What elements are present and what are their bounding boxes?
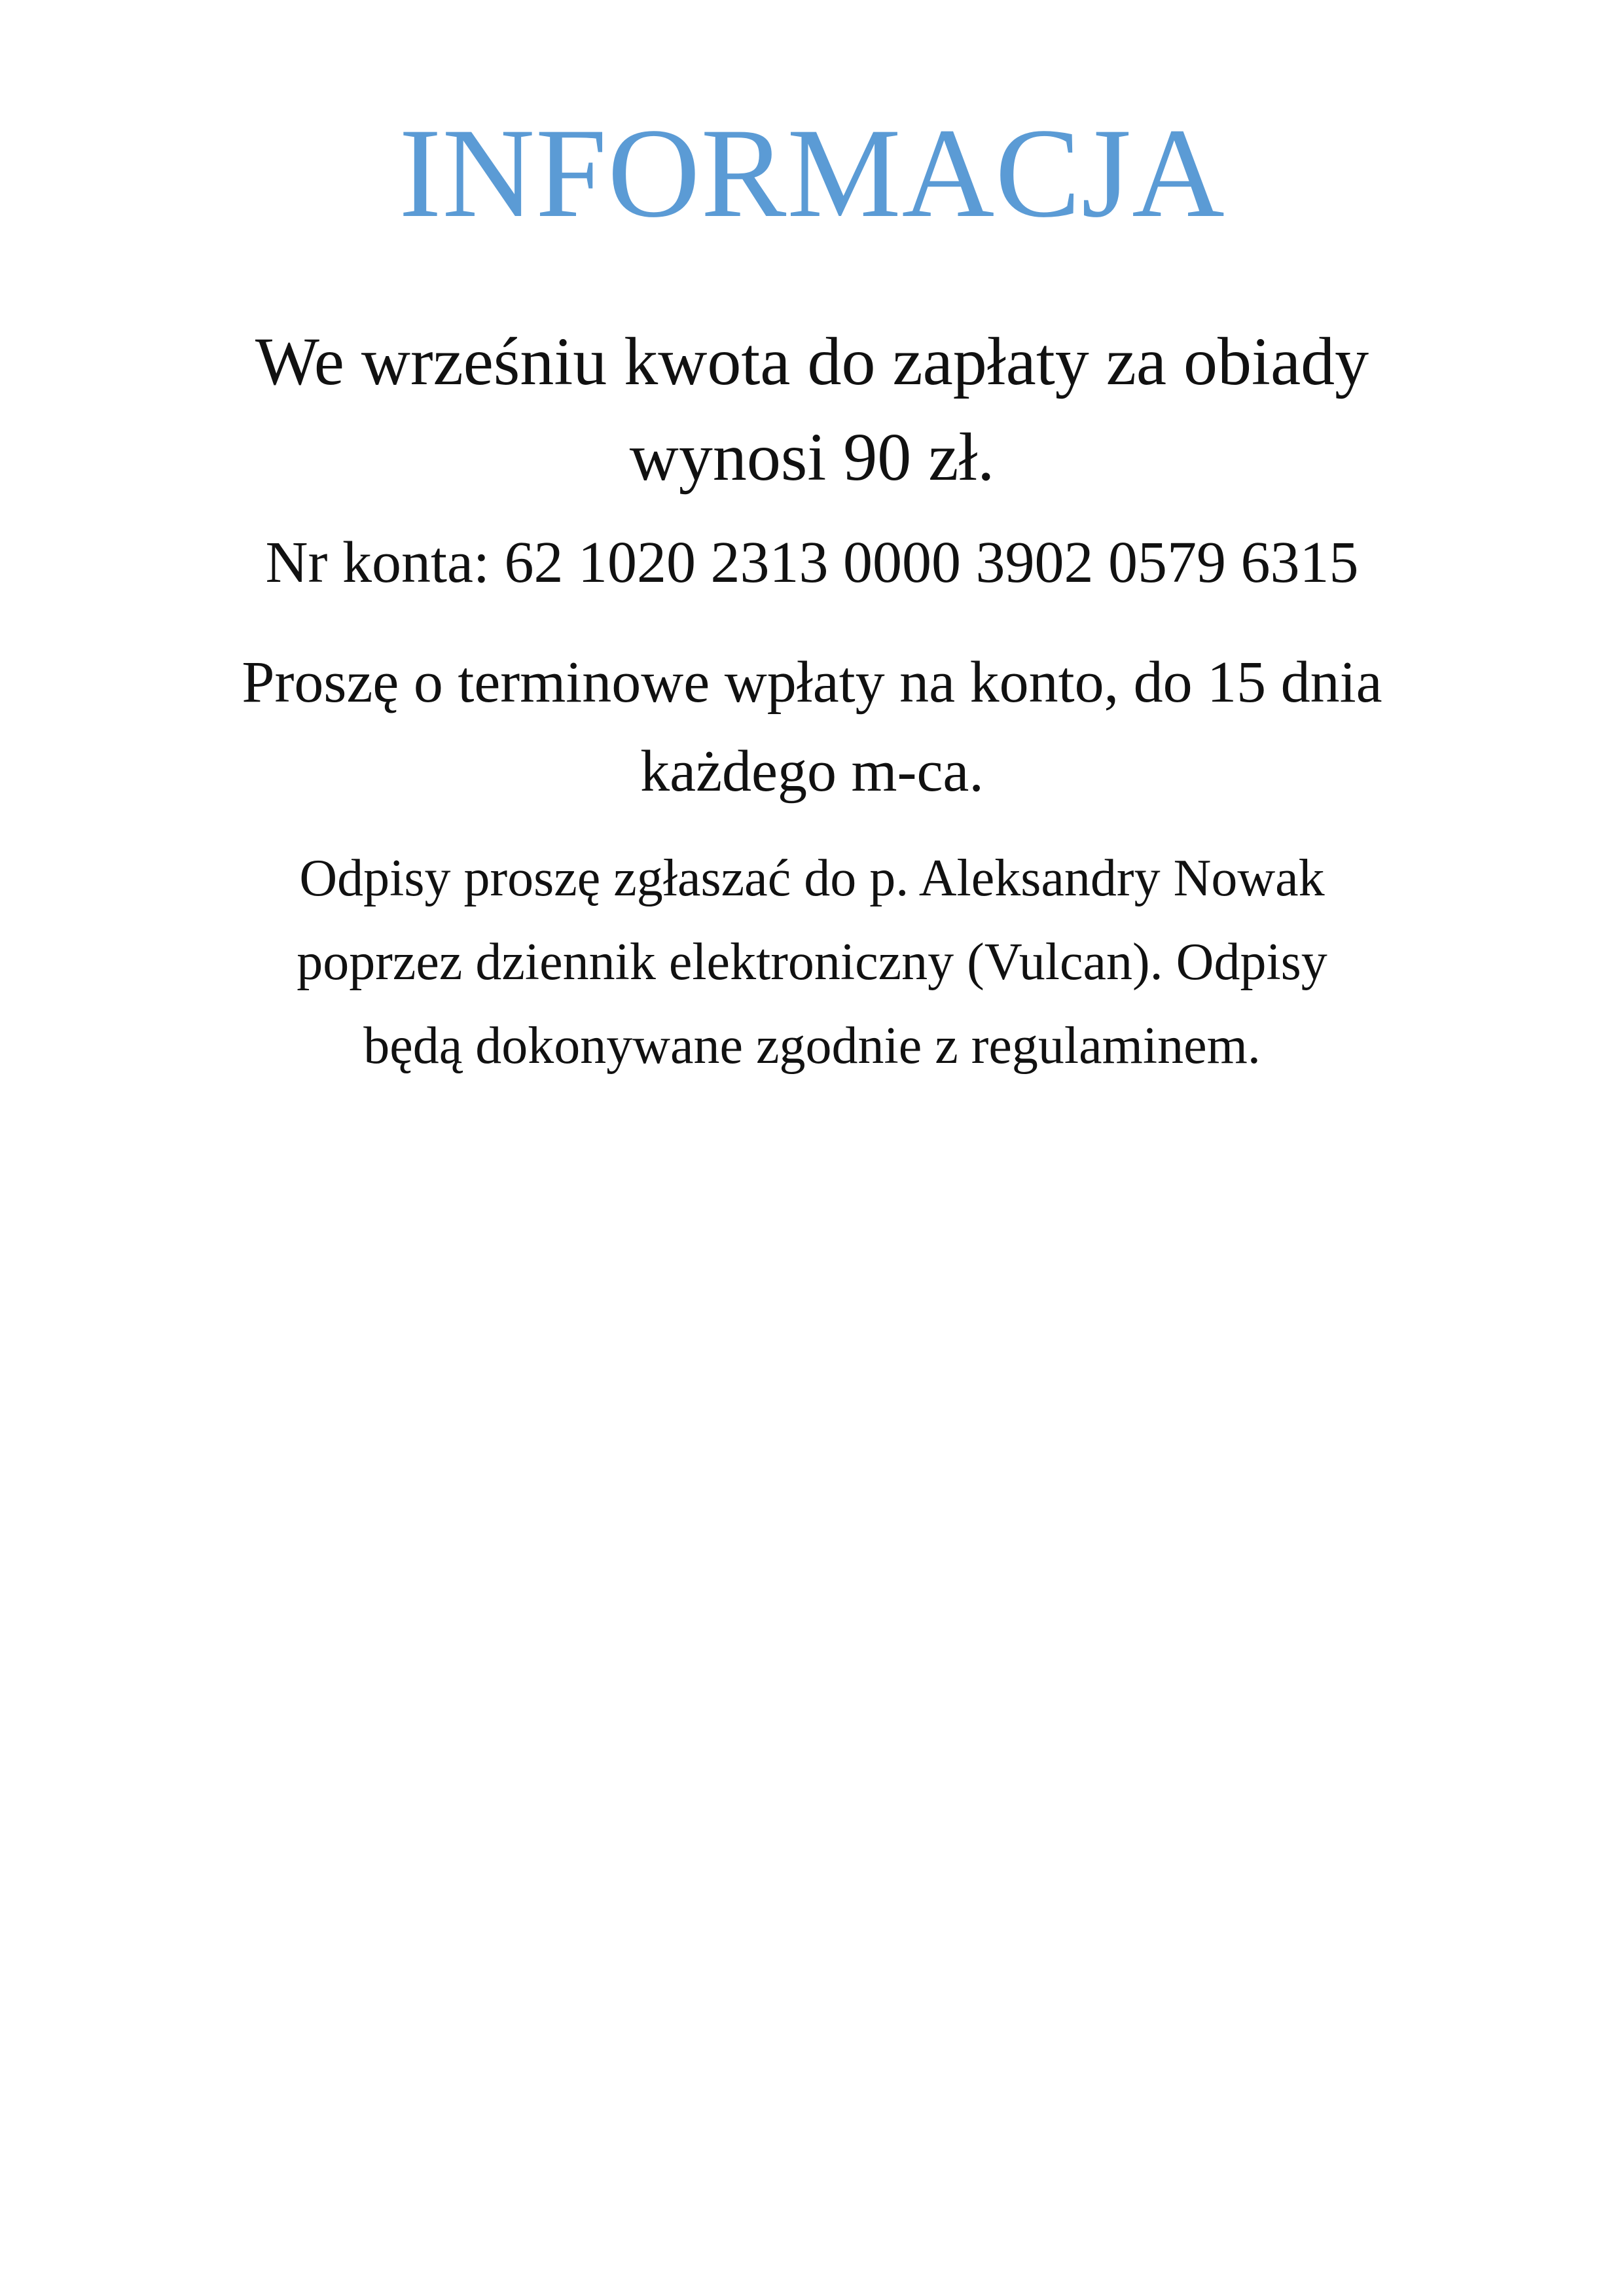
payment-amount-paragraph	[0, 314, 1624, 505]
payment-deadline-paragraph	[0, 638, 1624, 816]
account-number-paragraph	[0, 524, 1624, 602]
paragraph-line: We wrześniu kwota do zapłaty za obiady	[255, 324, 1369, 399]
paragraph-line: wynosi 90 zł.	[629, 420, 995, 495]
paragraph-line: poprzez dziennik elektroniczny (Vulcan). Odpisy	[297, 933, 1327, 991]
paragraph-line: Nr konta: 62 1020 2313 0000 3902 0579 6315	[265, 530, 1359, 595]
paragraph-line: będą dokonywane zgodnie z regulaminem.	[363, 1017, 1261, 1075]
deductions-paragraph	[0, 836, 1624, 1088]
paragraph-line: każdego m-ca.	[640, 739, 984, 804]
paragraph-line: Proszę o terminowe wpłaty na konto, do 15 dnia	[242, 650, 1382, 715]
page-title: INFORMACJA	[399, 102, 1225, 244]
paragraph-line: Odpisy proszę zgłaszać do p. Aleksandry Nowak	[299, 850, 1325, 907]
